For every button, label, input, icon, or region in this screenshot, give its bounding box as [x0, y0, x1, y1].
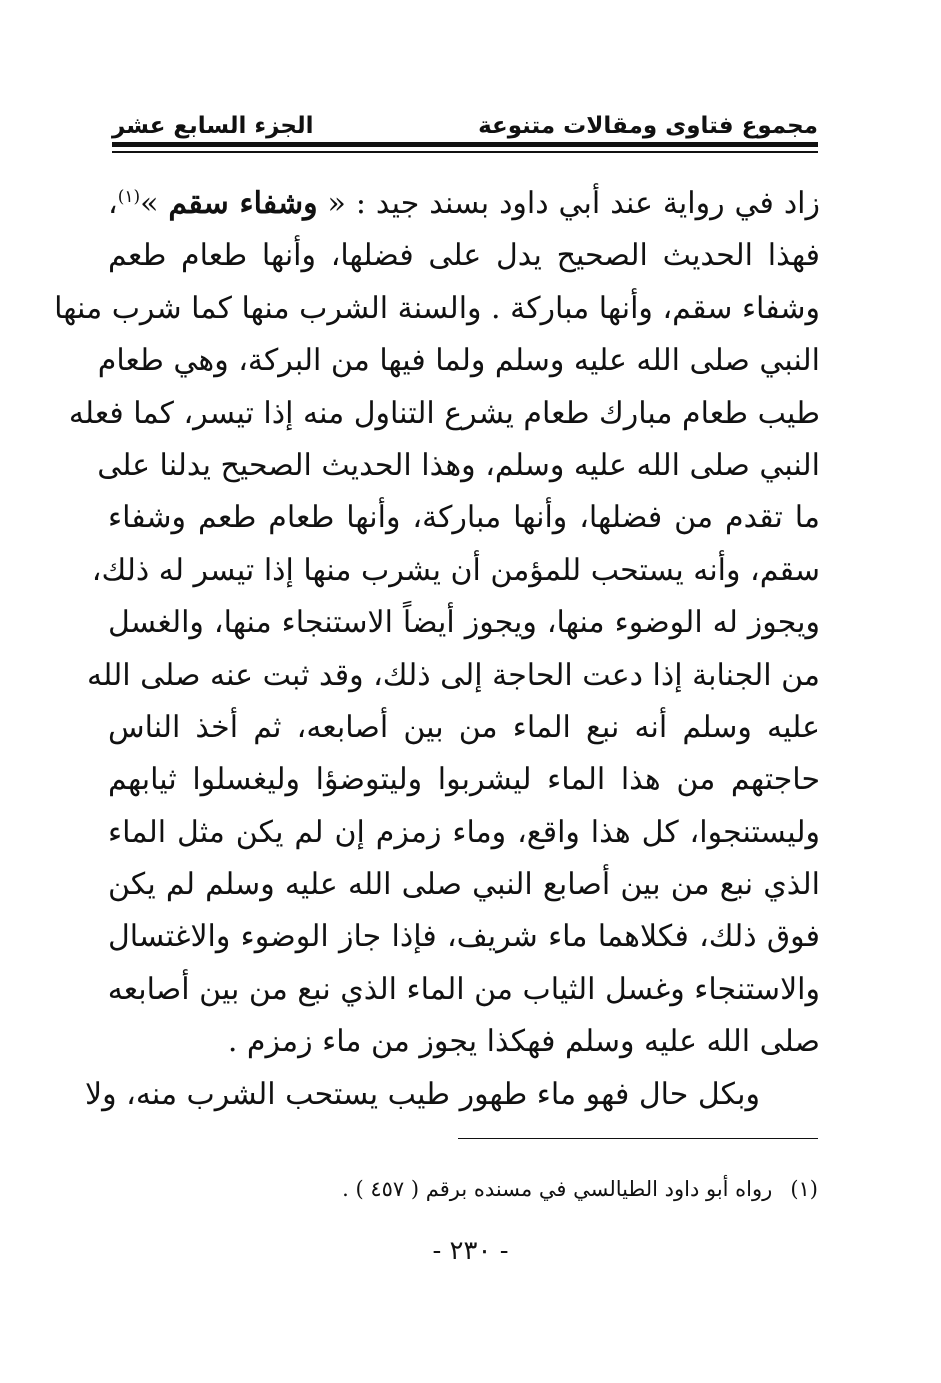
text-line: من الجنابة إذا دعت الحاجة إلى ذلك، وقد ثبت عنه صلى الله — [87, 657, 820, 693]
paragraph-2-line: وبكل حال فهو ماء طهور طيب يستحب الشرب منه، ولا — [85, 1076, 760, 1112]
header-rule-thin — [112, 151, 818, 153]
footnote-reference: (١) — [117, 187, 141, 207]
paragraph-end-line: صلى الله عليه وسلم فهكذا يجوز من ماء زمزم . — [227, 1024, 820, 1060]
text-line — [108, 178, 820, 230]
text-line: وشفاء سقم، وأنها مباركة . والسنة الشرب منها كما شرب منها — [54, 290, 820, 326]
running-header — [112, 105, 818, 139]
text-line: ما تقدم من فضلها، وأنها مباركة، وأنها طعام طعم وشفاء — [108, 500, 820, 536]
hadith-quote: وشفاء سقم — [168, 186, 318, 221]
text-line: الذي نبع من بين أصابع النبي صلى الله عليه وسلم لم يكن — [108, 867, 820, 903]
text-line: النبي صلى الله عليه وسلم، وهذا الحديث الصحيح يدلنا على — [97, 447, 820, 483]
text-line: فهذا الحديث الصحيح يدل على فضلها، وأنها طعام طعم — [108, 238, 820, 274]
text-line: والاستنجاء وغسل الثياب من الماء الذي نبع من بين أصابعه — [107, 971, 820, 1007]
line-1-start: زاد في رواية عند أبي داود بسند جيد : « — [317, 186, 821, 221]
text-line: ويجوز له الوضوء منها، ويجوز أيضاً الاستنجاء منها، والغسل — [108, 605, 820, 641]
text-line: عليه وسلم أنه نبع الماء من بين أصابعه، ثم أخذ الناس — [108, 709, 820, 745]
text-line: طيب طعام مبارك طعام يشرع التناول منه إذا تيسر، كما فعله — [68, 395, 820, 431]
book-title: مجموع فتاوى ومقالات متنوعة — [478, 113, 818, 139]
footnote-separator — [458, 1138, 818, 1139]
text-line: سقم، وأنه يستحب للمؤمن أن يشرب منها إذا تيسر له ذلك، — [91, 552, 820, 588]
footnote-text: رواه أبو داود الطيالسي في مسنده برقم ( ٤٥٧ ) . — [342, 1177, 773, 1201]
text-line: وليستنجوا، كل هذا واقع، وماء زمزم إن لم يكن مثل الماء — [108, 814, 820, 850]
page-number: - ٢٣٠ - — [432, 1236, 509, 1266]
text-line: النبي صلى الله عليه وسلم ولما فيها من البركة، وهي طعام — [97, 343, 820, 379]
main-text — [54, 178, 821, 1121]
footnote — [112, 1177, 818, 1201]
text-line: حاجتهم من هذا الماء ليشربوا وليتوضؤا وليغسلوا ثيابهم — [108, 762, 820, 798]
line-1-end: ، — [108, 186, 118, 221]
quote-close: » — [140, 186, 169, 221]
footnote-marker: (١) — [790, 1177, 818, 1201]
header-rule-thick — [112, 142, 818, 147]
volume-label: الجزء السابع عشر — [112, 113, 314, 139]
text-line: فوق ذلك، فكلاهما ماء شريف، فإذا جاز الوضوء والاغتسال — [108, 919, 820, 955]
